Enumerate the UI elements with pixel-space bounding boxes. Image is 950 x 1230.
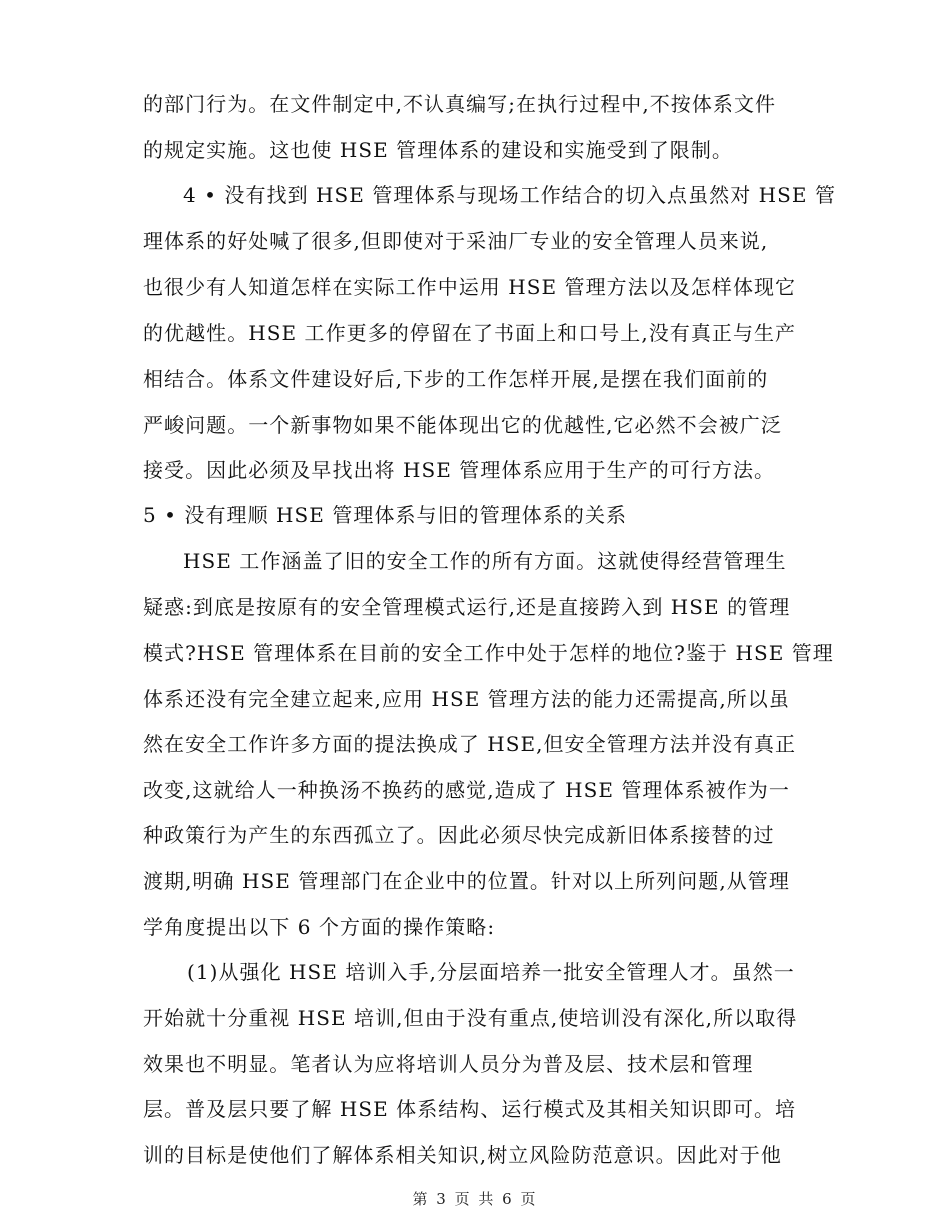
section-heading-5: 5 • 没有理顺 HSE 管理体系与旧的管理体系的关系 [143,503,628,527]
text-line-17: 种政策行为产生的东西孤立了。因此必须尽快完成新旧体系接替的过 [143,823,775,847]
text-line-8: 严峻问题。一个新事物如果不能体现出它的优越性,它必然不会被广泛 [143,413,782,437]
text-line-20: (1)从强化 HSE 培训入手,分层面培养一批安全管理人才。虽然一 [187,960,795,984]
text-line-13: 模式?HSE 管理体系在目前的安全工作中处于怎样的地位?鉴于 HSE 管理 [143,641,834,665]
section-heading-4: 4 • 没有找到 HSE 管理体系与现场工作结合的切入点虽然对 HSE 管 [183,183,836,207]
text-line-18: 渡期,明确 HSE 管理部门在企业中的位置。针对以上所列问题,从管理 [143,869,790,893]
text-line-6: 的优越性。HSE 工作更多的停留在了书面上和口号上,没有真正与生产 [143,321,797,345]
text-line-23: 层。普及层只要了解 HSE 体系结构、运行模式及其相关知识即可。培 [143,1097,797,1121]
text-line-21: 开始就十分重视 HSE 培训,但由于没有重点,使培训没有深化,所以取得 [143,1006,798,1030]
text-line-11: HSE 工作涵盖了旧的安全工作的所有方面。这就使得经营管理生 [183,549,787,573]
text-line-15: 然在安全工作许多方面的提法换成了 HSE,但安全管理方法并没有真正 [143,732,797,756]
text-line-12: 疑惑:到底是按原有的安全管理模式运行,还是直接跨入到 HSE 的管理 [143,595,791,619]
text-line-1: 的部门行为。在文件制定中,不认真编写;在执行过程中,不按体系文件 [143,92,777,116]
text-line-24: 训的目标是使他们了解体系相关知识,树立风险防范意识。因此对于他 [143,1143,782,1167]
text-line-5: 也很少有人知道怎样在实际工作中运用 HSE 管理方法以及怎样体现它 [143,275,797,299]
page-footer: 第 3 页 共 6 页 [412,1190,538,1208]
text-line-7: 相结合。体系文件建设好后,下步的工作怎样开展,是摆在我们面前的 [143,367,769,391]
text-line-19: 学角度提出以下 6 个方面的操作策略: [143,915,496,939]
text-line-2: 的规定实施。这也使 HSE 管理体系的建设和实施受到了限制。 [143,138,733,162]
text-line-4: 理体系的好处喊了很多,但即使对于采油厂专业的安全管理人员来说, [143,229,769,253]
text-line-16: 改变,这就给人一种换汤不换药的感觉,造成了 HSE 管理体系被作为一 [143,778,790,802]
text-line-9: 接受。因此必须及早找出将 HSE 管理体系应用于生产的可行方法。 [143,458,776,482]
text-line-22: 效果也不明显。笔者认为应将培训人员分为普及层、技术层和管理 [143,1052,754,1076]
text-line-14: 体系还没有完全建立起来,应用 HSE 管理方法的能力还需提高,所以虽 [143,687,790,711]
